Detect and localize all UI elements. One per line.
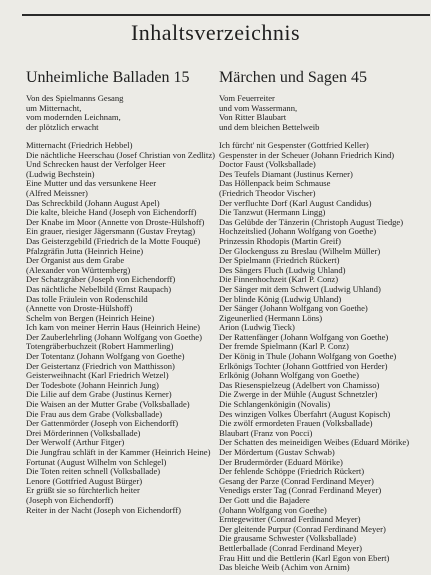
section-intro — [219, 94, 319, 132]
toc-entry: Gesang der Parze (Conrad Ferdinand Meyer) — [219, 475, 374, 486]
toc-entry: Der Gott und die Bajadere — [219, 494, 310, 505]
toc-entry: Der Glockenguss zu Breslau (Wilhelm Müller) — [219, 245, 381, 256]
toc-entry: Die zwölf ermordeten Frauen (Volksballade) — [219, 418, 373, 429]
toc-entry: Der Todesbote (Johann Heinrich Jung) — [26, 379, 159, 390]
toc-entry: Die Toten reiten schnell (Volksballade) — [26, 466, 161, 477]
toc-entry: Der Brudermörder (Eduard Mörike) — [219, 456, 343, 467]
intro-line: der plötzlich erwacht — [26, 121, 99, 132]
toc-entry: Er grüßt sie so fürchterlich heiter — [26, 485, 140, 496]
toc-entry: Der Sänger mit dem Schwert (Ludwig Uhland) — [219, 283, 381, 294]
toc-entry: Fortunat (August Wilhelm von Schlegel) — [26, 456, 167, 467]
toc-list — [219, 141, 409, 573]
toc-entry: Schelm von Bergen (Heinrich Heine) — [26, 312, 155, 323]
toc-entry: (Friedrich Theodor Vischer) — [219, 187, 316, 198]
toc-entry: Der Zauberlehrling (Johann Wolfgang von Goethe) — [26, 331, 202, 342]
toc-entry: Blaubart (Franz von Pocci) — [219, 427, 313, 438]
toc-entry: Des Sängers Fluch (Ludwig Uhland) — [219, 264, 346, 275]
toc-entry: Der fehlende Schöppe (Friedrich Rückert) — [219, 466, 365, 477]
intro-line: vom modernden Leichnam, — [26, 112, 121, 123]
toc-entry: Ich fürcht' nit Gespenster (Gottfried Keller) — [219, 140, 369, 150]
section-heading: Märchen und Sagen 45 — [219, 69, 367, 86]
toc-entry: (Ludwig Bechstein) — [26, 168, 95, 179]
toc-entry: Arion (Ludwig Tieck) — [219, 322, 295, 333]
toc-entry: Der Organist aus dem Grabe — [26, 255, 125, 266]
toc-entry: Das tolle Fräulein von Rodenschild — [26, 293, 148, 304]
toc-entry: Und Schrecken haust der Verfolger Heer — [26, 159, 166, 170]
page-title: Inhaltsverzeichnis — [130, 20, 301, 45]
toc-entry: Die Jungfrau schläft in der Kammer (Heinrich Heine) — [26, 447, 211, 457]
toc-entry: Die nächtliche Heerschau (Josef Christian von Zedlitz) — [26, 149, 215, 160]
toc-entry: Reiter in der Nacht (Joseph von Eichendorff) — [26, 504, 181, 515]
toc-entry: Der Gattenmörder (Joseph von Eichendorff) — [26, 418, 179, 429]
toc-entry: Das Riesenspielzeug (Adelbert von Chamisso) — [219, 379, 380, 390]
toc-entry: Der blinde König (Ludwig Uhland) — [219, 293, 342, 304]
toc-entry: Geisterweihnacht (Karl Friedrich Wetzel) — [26, 370, 169, 381]
toc-entry: Ein grauer, riesiger Jägersmann (Gustav Freytag) — [26, 226, 196, 237]
toc-entry: Die Lilie auf dem Grabe (Justinus Kerner) — [26, 389, 172, 400]
toc-entry: Die kalte, bleiche Hand (Joseph von Eichendorff) — [26, 207, 197, 218]
toc-entry: Erntegewitter (Conrad Ferdinand Meyer) — [219, 514, 361, 525]
toc-entry: Doctor Faust (Volksballade) — [219, 159, 316, 170]
toc-entry: Mitternacht (Friedrich Hebbel) — [26, 140, 133, 150]
toc-entry: Der verfluchte Dorf (Karl August Candidus) — [219, 197, 372, 208]
toc-entry: Der fremde Spielmann (Karl P. Conz) — [219, 341, 349, 352]
toc-entry: Das bleiche Weib (Achim von Arnim) — [219, 562, 350, 573]
toc-entry: Lenore (Gottfried August Bürger) — [26, 475, 143, 486]
intro-line: um Mitternacht, — [26, 102, 82, 113]
toc-entry: Frau Hitt und die Bettlerin (Karl Egon von Ebert) — [219, 552, 390, 563]
toc-entry: Die Schlangenkönigin (Novalis) — [219, 399, 331, 410]
toc-entry: Der Sänger (Johann Wolfgang von Goethe) — [219, 303, 368, 314]
section-intro — [26, 94, 123, 132]
toc-entry: Der Rattenfänger (Johann Wolfgang von Goethe) — [219, 331, 389, 342]
toc-entry: Die Frau aus dem Grabe (Volksballade) — [26, 408, 163, 419]
toc-entry: Totengräberbuchzeit (Robert Hammerling) — [26, 341, 174, 352]
toc-entry: Der König in Thule (Johann Wolfgang von Goethe) — [219, 351, 397, 362]
intro-line: Vom Feuerreiter — [219, 93, 275, 103]
toc-entry: Die Waisen an der Mutter Grabe (Volksballade) — [26, 399, 190, 410]
toc-entry: Des winzigen Volkes Überfahrt (August Kopisch) — [219, 408, 391, 419]
toc-entry: Erlkönigs Tochter (Johann Gottfried von Herder) — [219, 360, 388, 371]
toc-entry: Gespenster in der Scheuer (Johann Friedrich Kind) — [219, 149, 395, 160]
toc-entry: Das Gelübde der Tänzerin (Christoph August Tiedge) — [219, 216, 404, 227]
toc-entry: Der Geistertanz (Friedrich von Matthisson) — [26, 360, 175, 371]
intro-line: Von des Spielmanns Gesang — [26, 93, 124, 103]
intro-line: und vom Wassermann, — [219, 102, 298, 113]
toc-entry: Zigeunerlied (Hermann Löns) — [219, 312, 323, 323]
toc-entry: Venedigs erster Tag (Conrad Ferdinand Meyer) — [219, 485, 382, 496]
toc-entry: Drei Mörderinnen (Volksballade) — [26, 427, 141, 438]
intro-line: und dem bleichen Bettelweib — [219, 121, 320, 132]
toc-entry: Der Totentanz (Johann Wolfgang von Goethe) — [26, 351, 185, 362]
toc-entry: (Alfred Meissner) — [26, 187, 88, 198]
toc-entry: Die Zwerge in der Mühle (August Schnetzler) — [219, 389, 378, 400]
toc-list — [26, 141, 215, 515]
toc-entry: (Annette von Droste-Hülshoff) — [26, 303, 133, 314]
toc-entry: Die Tanzwut (Hermann Lingg) — [219, 207, 326, 218]
toc-entry: (Joseph von Eichendorff) — [26, 494, 114, 505]
intro-line: Von Ritter Blaubart — [219, 112, 287, 123]
toc-entry: (Alexander von Württemberg) — [26, 264, 131, 275]
toc-entry: Die grausame Schwester (Volksballade) — [219, 533, 357, 544]
toc-entry: Der Schatzgräber (Joseph von Eichendorff) — [26, 274, 176, 285]
toc-entry: Der Werwolf (Arthur Fitger) — [26, 437, 125, 448]
toc-entry: Hochzeitslied (Johann Wolfgang von Goethe) — [219, 226, 377, 237]
toc-entry: Erlkönig (Johann Wolfgang von Goethe) — [219, 370, 359, 381]
toc-entry: Der gleitende Purpur (Conrad Ferdinand Meyer) — [219, 523, 386, 534]
toc-entry: (Johann Wolfgang von Goethe) — [219, 504, 327, 515]
toc-entry: Der Schatten des meineidigen Weibes (Eduard Mörike) — [219, 437, 410, 448]
toc-entry: Prinzessin Rhodopis (Martin Greif) — [219, 235, 341, 246]
toc-entry: Der Mördertum (Gustav Schwab) — [219, 447, 335, 457]
toc-entry: Des Teufels Diamant (Justinus Kerner) — [219, 168, 353, 179]
toc-entry: Bettlerballade (Conrad Ferdinand Meyer) — [219, 542, 362, 553]
toc-entry: Pfalzgräfin Jutta (Heinrich Heine) — [26, 245, 144, 256]
toc-entry: Das Schreckbild (Johann August Apel) — [26, 197, 160, 208]
toc-entry: Eine Mutter und das versunkene Heer — [26, 178, 157, 189]
section-heading: Unheimliche Balladen 15 — [26, 69, 190, 86]
toc-entry: Das Geisterzgebild (Friedrich de la Motte Fouqué) — [26, 235, 201, 246]
toc-entry: Das nächtliche Nebelbild (Ernst Raupach) — [26, 283, 172, 294]
toc-entry: Der Knabe im Moor (Annette von Droste-Hülshoff) — [26, 216, 205, 227]
top-rule — [22, 14, 430, 16]
toc-entry: Der Spielmann (Friedrich Rückert) — [219, 255, 340, 266]
toc-entry: Das Höllenpack beim Schmause — [219, 178, 331, 189]
toc-entry: Die Finnenhochzeit (Karl P. Conz) — [219, 274, 339, 285]
toc-entry: Ich kam von meiner Herrin Haus (Heinrich Heine) — [26, 322, 200, 333]
